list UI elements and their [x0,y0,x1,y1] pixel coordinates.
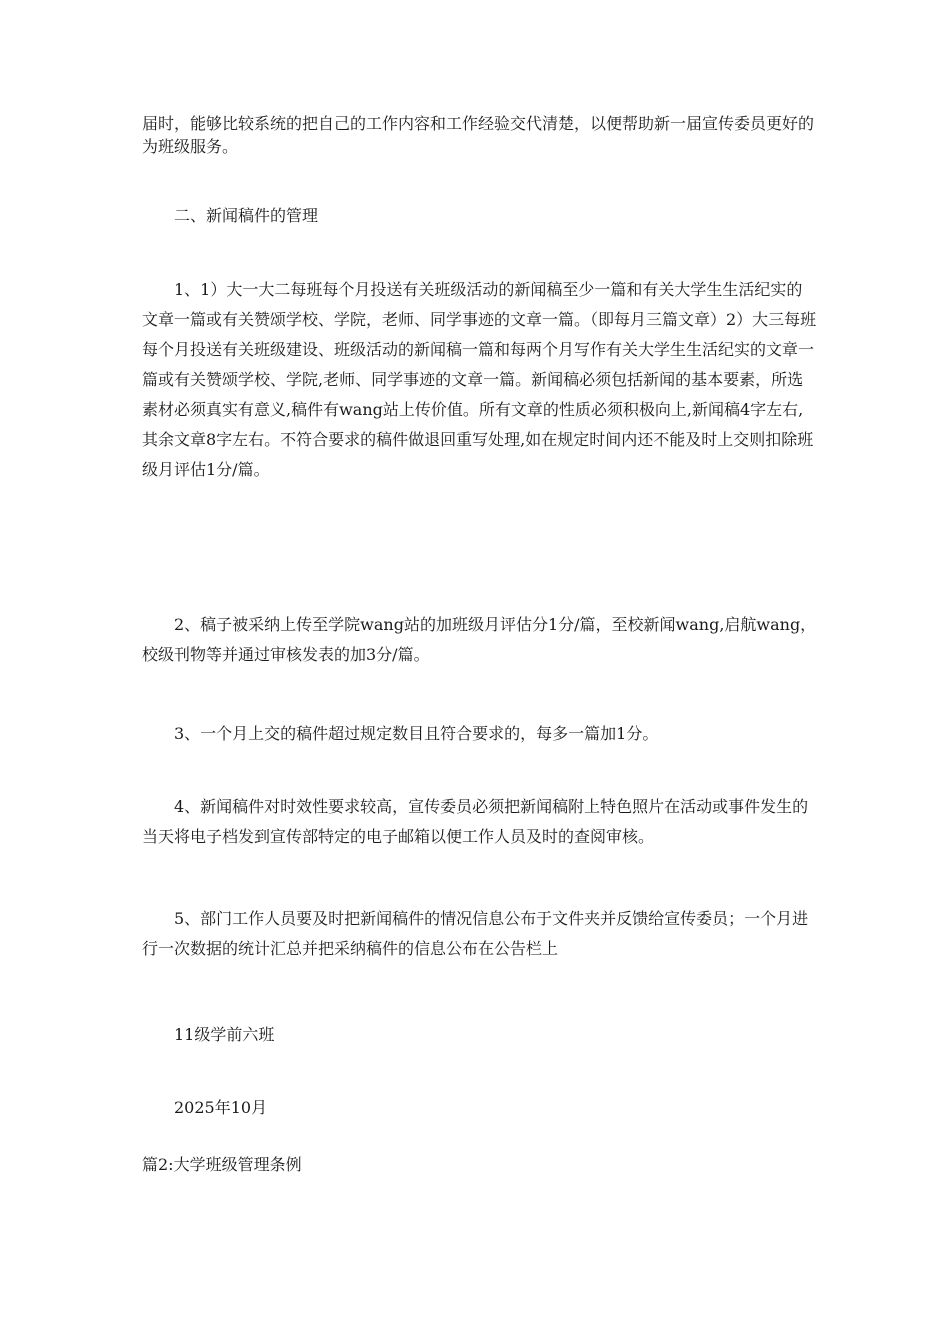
class-signature: 11级学前六班 [174,1025,275,1044]
paragraph-rule-3: 3、一个月上交的稿件超过规定数目且符合要求的，每多一篇加1分。 [174,724,659,743]
paragraph-rule-1: 1、1）大一大二每班每个月投送有关班级活动的新闻稿至少一篇和有关大学生生活纪实的文章一篇或有关赞颂学校、学院，老师、同学事迹的文章一篇。（即每月三篇文章）2）大三每班每个月投送有关班级建设、班级活动的新闻稿一篇和每两个月写作有关大学生生活纪实的文章一篇或有关赞颂学校、学院,老师、同学事迹的文章一篇。新闻稿必须包括新闻的基本要素，所选素材必须真实有意义,稿件有wang站上传价值。所有文章的性质必须积极向上,新闻稿4字左右,其余文章8字左右。不符合要求的稿件做退回重写处理,如在规定时间内还不能及时上交则扣除班级月评估1分/篇。 [142,280,817,479]
section-heading-news-management: 二、新闻稿件的管理 [174,206,319,225]
paragraph-rule-4: 4、新闻稿件对时效性要求较高，宣传委员必须把新闻稿附上特色照片在活动或事件发生的当天将电子档发到宣传部特定的电子邮箱以便工作人员及时的查阅审核。 [142,797,809,846]
next-article-title: 篇2:大学班级管理条例 [142,1155,302,1174]
paragraph-rule-5: 5、部门工作人员要及时把新闻稿件的情况信息公布于文件夹并反馈给宣传委员；一个月进行一次数据的统计汇总并把采纳稿件的信息公布在公告栏上 [142,909,809,958]
paragraph-rule-2: 2、稿子被采纳上传至学院wang站的加班级月评估分1分/篇，至校新闻wang,启航wang，校级刊物等并通过审核发表的加3分/篇。 [142,615,817,664]
paragraph-handover: 届时，能够比较系统的把自己的工作内容和工作经验交代清楚，以便帮助新一届宣传委员更好的为班级服务。 [142,114,815,157]
date-line: 2025年10月 [174,1098,268,1117]
